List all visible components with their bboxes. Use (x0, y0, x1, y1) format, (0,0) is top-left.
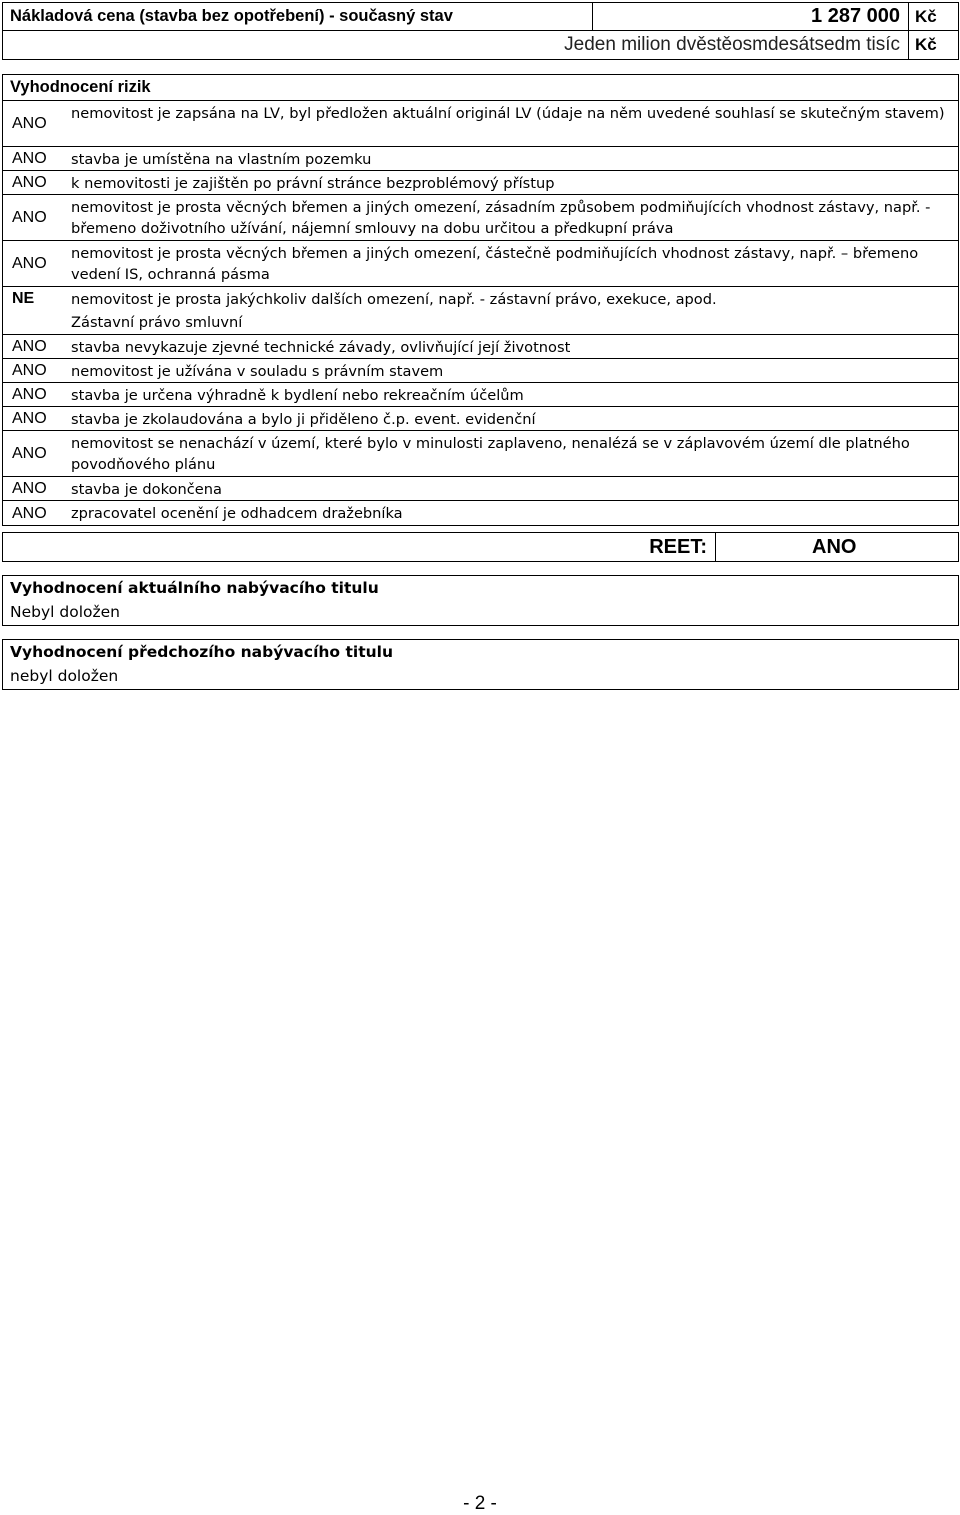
risk-row (3, 382, 958, 407)
risk-text: nemovitost je prosta věcných břemen a jiných omezení, zásadním způsobem podmiňujících vhodnost zástavy, např. - břemeno doživotního užívání, nájemní smlouvy na dobu určitou a předkupní práva (71, 199, 931, 237)
previous-title-section (2, 639, 959, 690)
current-title-heading: Vyhodnocení aktuálního nabývacího titulu (10, 579, 379, 597)
previous-title-heading: Vyhodnocení předchozího nabývacího titulu (10, 643, 393, 661)
cost-words-row (3, 31, 958, 59)
cost-words-currency: Kč (908, 31, 958, 59)
risk-answer: ANO (12, 209, 47, 226)
risk-answer: ANO (12, 386, 47, 403)
risk-answer: ANO (12, 504, 47, 522)
cost-value: 1 287 000 (592, 3, 908, 30)
risk-answer: ANO (12, 410, 47, 427)
risk-text: k nemovitosti je zajištěn po právní stránce bezproblémový přístup (71, 175, 555, 192)
reet-label: REET: (649, 535, 707, 558)
risk-text: stavba je zkolaudována a bylo ji přiděleno č.p. event. evidenční (71, 411, 536, 428)
risk-text: zpracovatel ocenění je odhadcem dražebníka (71, 505, 403, 522)
cost-currency: Kč (908, 3, 958, 30)
risk-note: Zástavní právo smluvní (71, 314, 243, 331)
risk-note-row (3, 310, 958, 334)
risk-answer: NE (12, 290, 35, 307)
risk-row (3, 476, 958, 501)
risk-text: stavba je umístěna na vlastním pozemku (71, 151, 372, 168)
reet-value: ANO (715, 533, 958, 561)
risk-answer: ANO (12, 174, 47, 191)
risk-table-title: Vyhodnocení rizik (10, 78, 151, 96)
risk-answer: ANO (12, 480, 47, 497)
risk-text: nemovitost je zapsána na LV, byl předložen aktuální originál LV (údaje na něm uvedené souhlasí se skutečným stavem) (71, 105, 945, 122)
page-number: - 2 - (463, 1493, 497, 1514)
risk-row (3, 170, 958, 195)
cost-words: Jeden milion dvěstěosmdesátsedm tisíc (564, 34, 900, 55)
risk-text: nemovitost je prosta jakýchkoliv dalších omezení, např. - zástavní právo, exekuce, apod. (71, 291, 717, 308)
risk-row (3, 240, 958, 287)
risk-row (3, 146, 958, 171)
current-title-section (2, 575, 959, 626)
risk-text: nemovitost je užívána v souladu s právním stavem (71, 363, 444, 380)
risk-text: stavba je dokončena (71, 481, 222, 498)
risk-row (3, 286, 958, 311)
risk-row (3, 430, 958, 477)
risk-answer: ANO (12, 150, 47, 167)
risk-table (2, 74, 959, 526)
risk-text: stavba je určena výhradně k bydlení nebo rekreačním účelům (71, 387, 524, 404)
cost-label: Nákladová cena (stavba bez opotřebení) - současný stav (10, 7, 453, 25)
reet-table (2, 532, 959, 562)
risk-text: nemovitost se nenachází v území, které bylo v minulosti zaplaveno, nenalézá se v záplavovém území dle platného povodňového plánu (71, 435, 910, 473)
previous-title-value: nebyl doložen (10, 667, 119, 685)
risk-answer: ANO (12, 362, 47, 379)
risk-answer: ANO (12, 255, 47, 272)
risk-row (3, 358, 958, 383)
risk-row (3, 406, 958, 431)
risk-answer: ANO (12, 115, 47, 132)
risk-text: nemovitost je prosta věcných břemen a jiných omezení, částečně podmiňujících vhodnost zástavy, např. – břemeno vedení IS, ochranná pásma (71, 245, 919, 283)
cost-row (3, 3, 958, 31)
risk-answer: ANO (12, 338, 47, 355)
risk-answer: ANO (12, 445, 47, 462)
risk-row (3, 500, 958, 526)
risk-text: stavba nevykazuje zjevné technické závady, ovlivňující její životnost (71, 339, 571, 356)
current-title-value: Nebyl doložen (10, 603, 120, 621)
risk-row (3, 334, 958, 359)
cost-table (2, 2, 959, 60)
risk-row (3, 100, 958, 147)
risk-row (3, 194, 958, 241)
